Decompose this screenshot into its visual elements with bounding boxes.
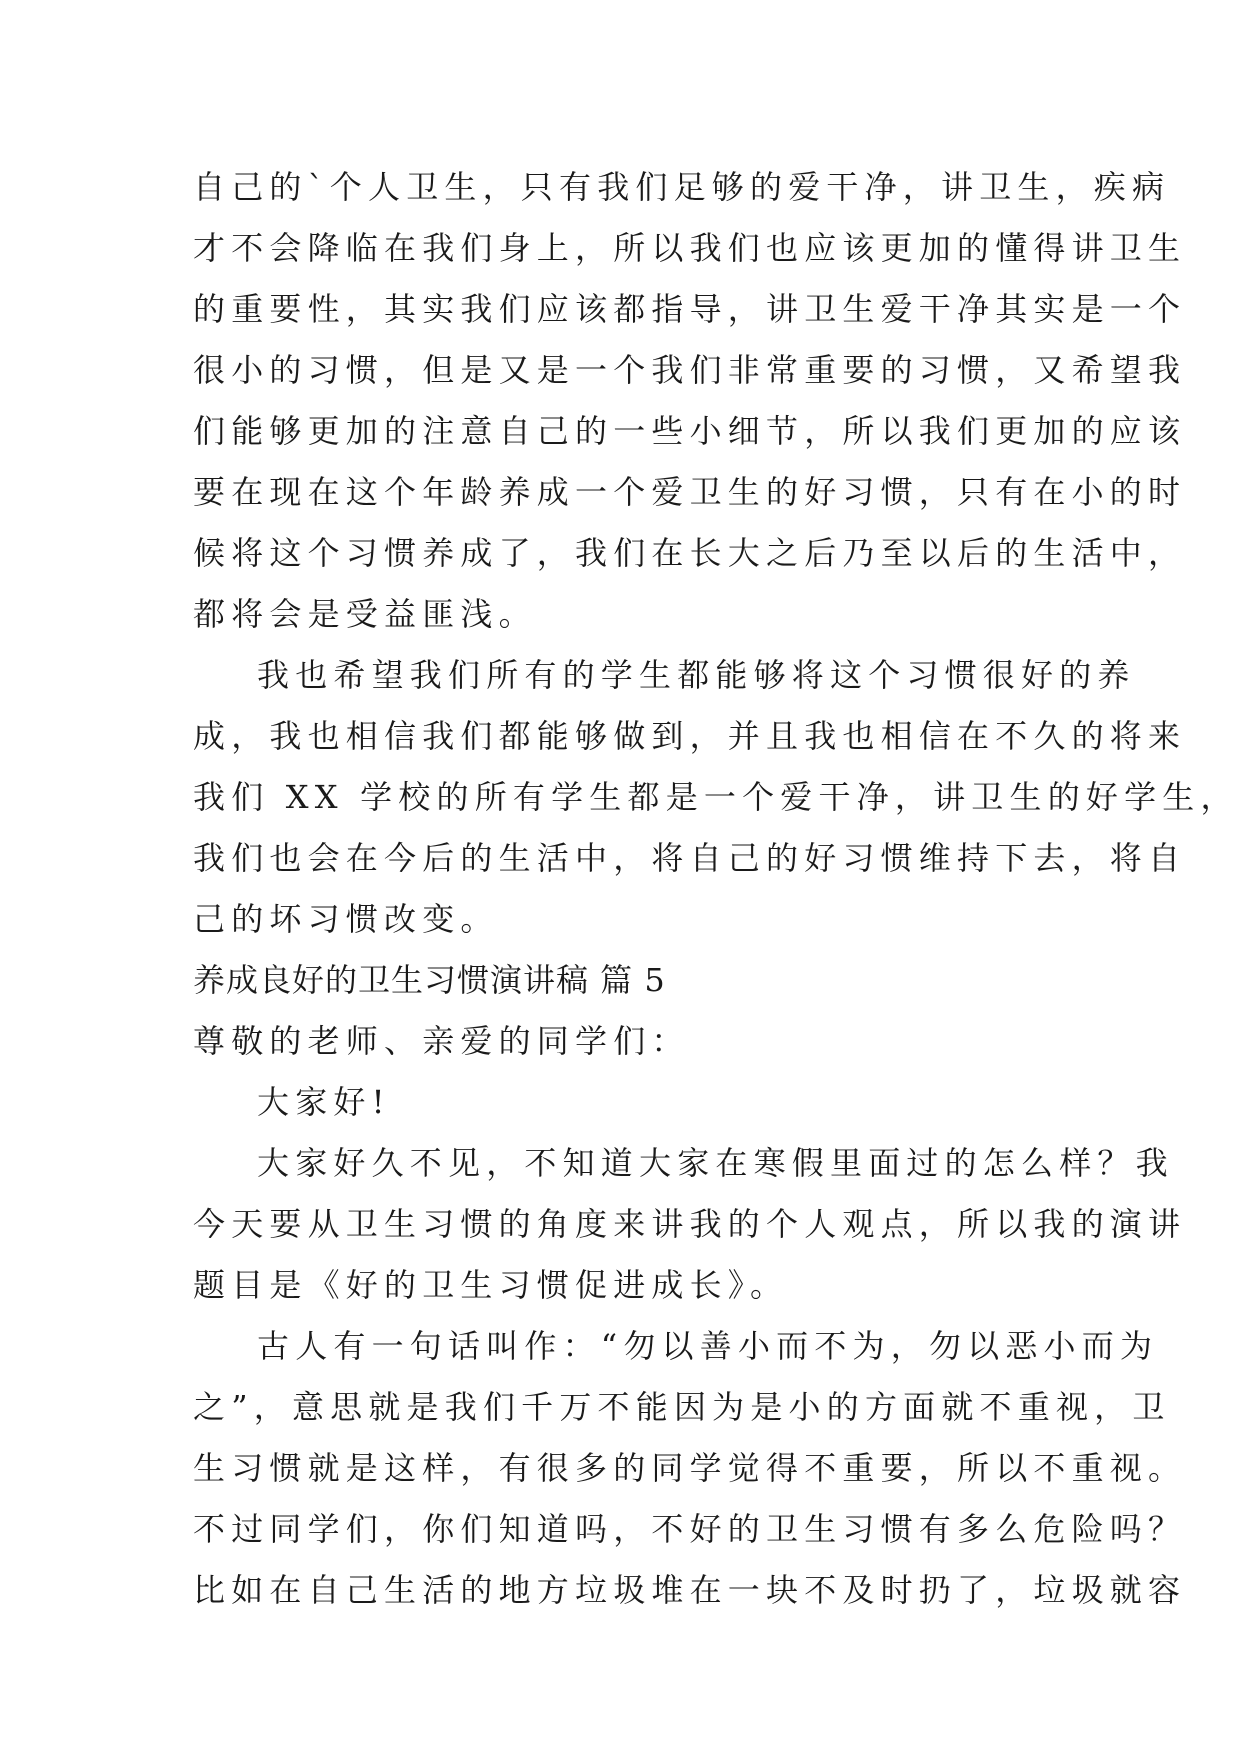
section-title: 养成良好的卫生习惯演讲稿 篇 5 — [193, 961, 666, 999]
salutation: 尊敬的老师、亲爱的同学们： — [193, 1022, 690, 1060]
text-line: 之”，意思就是我们千万不能因为是小的方面就不重视，卫 — [193, 1388, 1171, 1426]
paragraph — [193, 157, 1187, 645]
text-line: 今天要从卫生习惯的角度来讲我的个人观点，所以我的演讲 — [193, 1205, 1187, 1243]
text-line: 不过同学们，你们知道吗，不好的卫生习惯有多么危险吗？ — [193, 1510, 1187, 1548]
text-line: 成，我也相信我们都能够做到，并且我也相信在不久的将来 — [193, 717, 1187, 755]
text-line: 我们 XX 学校的所有学生都是一个爱干净，讲卫生的好学生， — [193, 778, 1239, 816]
text-line: 古人有一句话叫作：“勿以善小而不为，勿以恶小而为 — [257, 1327, 1159, 1365]
paragraph — [193, 1133, 1187, 1316]
text-line: 候将这个习惯养成了，我们在长大之后乃至以后的生活中， — [193, 534, 1187, 572]
text-line: 很小的习惯，但是又是一个我们非常重要的习惯，又希望我 — [193, 351, 1187, 389]
text-line: 都将会是受益匪浅。 — [193, 595, 537, 633]
text-line: 大家好久不见，不知道大家在寒假里面过的怎么样？我 — [257, 1144, 1174, 1182]
text-line: 我们也会在今后的生活中，将自己的好习惯维持下去，将自 — [193, 839, 1187, 877]
text-line: 的重要性，其实我们应该都指导，讲卫生爱干净其实是一个 — [193, 290, 1187, 328]
text-line: 己的坏习惯改变。 — [193, 900, 499, 938]
paragraph — [193, 1316, 1187, 1621]
greeting: 大家好! — [257, 1083, 391, 1121]
text-line: 题目是《好的卫生习惯促进成长》。 — [193, 1266, 789, 1304]
text-line: 才不会降临在我们身上，所以我们也应该更加的懂得讲卫生 — [193, 229, 1187, 267]
paragraph — [193, 645, 1239, 950]
text-line: 要在现在这个年龄养成一个爱卫生的好习惯，只有在小的时 — [193, 473, 1187, 511]
text-line: 我也希望我们所有的学生都能够将这个习惯很好的养 — [257, 656, 1136, 694]
text-line: 们能够更加的注意自己的一些小细节，所以我们更加的应该 — [193, 412, 1187, 450]
text-line: 生习惯就是这样，有很多的同学觉得不重要，所以不重视。 — [193, 1449, 1187, 1487]
text-line: 自己的`个人卫生，只有我们足够的爱干净，讲卫生，疾病 — [193, 168, 1171, 206]
document-page — [193, 157, 1239, 1621]
text-line: 比如在自己生活的地方垃圾堆在一块不及时扔了，垃圾就容 — [193, 1571, 1187, 1609]
